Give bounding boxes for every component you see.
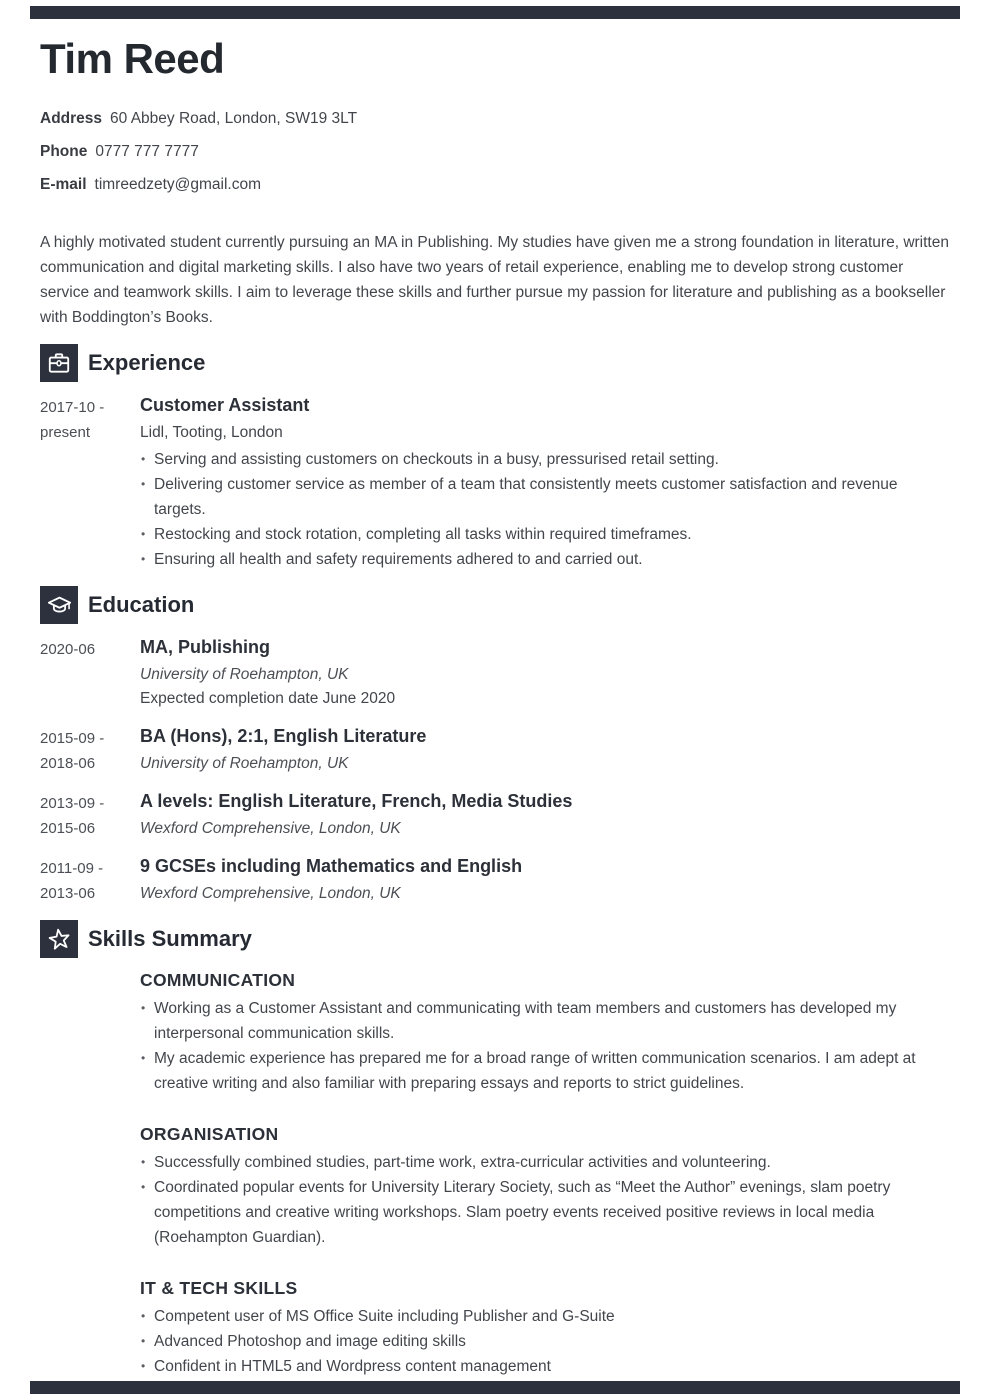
experience-entry [40,394,950,572]
education-entry-body [140,725,950,776]
education-dates [40,790,140,841]
empty-date-col [40,970,140,1110]
education-icon-box [40,586,78,624]
phone-value: 0777 777 7777 [95,143,199,160]
experience-entry-body [140,394,950,572]
address-label: Address [40,110,103,127]
experience-icon-box [40,344,78,382]
date-start: 2013-09 - [40,795,105,812]
phone-label: Phone [40,143,88,160]
contact-address-line [40,111,950,127]
school-name: Wexford Comprehensive, London, UK [140,885,401,902]
date-start: 2015-09 - [40,730,105,747]
degree-title: MA, Publishing [140,637,270,657]
degree-title: BA (Hons), 2:1, English Literature [140,726,427,746]
date-end: 2015-06 [40,820,96,837]
bullet-item: • Confident in HTML5 and Wordpress content management [140,1354,950,1379]
skills-icon-box [40,920,78,958]
education-section-title: Education [88,592,195,617]
empty-date-col [40,1124,140,1264]
experience-section-header [40,344,950,382]
skill-group-row [40,1124,950,1264]
education-section-header [40,586,950,624]
bullet-item: • Advanced Photoshop and image editing skills [140,1329,950,1354]
education-entry [40,636,950,711]
education-dates [40,725,140,776]
skill-group-row [40,970,950,1110]
resume-content [40,36,950,1400]
education-entry [40,790,950,841]
email-label: E-mail [40,176,87,193]
bullet-item: • Successfully combined studies, part-time work, extra-curricular activities and volunteering. [140,1150,950,1175]
education-entry-body [140,790,950,841]
contact-phone-line [40,144,950,160]
summary-text: A highly motivated student currently pursuing an MA in Publishing. My studies have given me a strong foundation in literature, written communication and digital marketing skills. I also have two years of retail experience, enabling me to develop strong customer service and teamwork skills. I aim to leverage these skills and further pursue my passion for literature and publishing as a bookseller with Boddington’s Books. [40,234,949,326]
skill-heading: IT & TECH SKILLS [140,1278,298,1298]
bullet-item: • Restocking and stock rotation, completing all tasks within required timeframes. [140,522,950,547]
education-note: Expected completion date June 2020 [140,690,396,707]
bullet-item: • Working as a Customer Assistant and communicating with team members and customers has developed my interpersonal communication skills. [140,996,950,1046]
experience-dates [40,394,140,572]
degree-title: A levels: English Literature, French, Media Studies [140,791,573,811]
bottom-accent-bar [30,1381,960,1394]
skill-bullet-list [140,996,950,1096]
school-name: University of Roehampton, UK [140,666,349,683]
star-icon [44,924,74,954]
email-value: timreedzety@gmail.com [94,176,261,193]
empty-date-col [40,1278,140,1393]
bullet-item: • Competent user of MS Office Suite including Publisher and G-Suite [140,1304,950,1329]
experience-section-title: Experience [88,350,206,375]
contact-block [40,111,950,193]
skill-heading: COMMUNICATION [140,970,296,990]
skill-group-row [40,1278,950,1393]
bullet-item: • My academic experience has prepared me for a broad range of written communication scenarios. I am adept at creative writing and also familiar with preparing essays and reports to strict guidelines. [140,1046,950,1096]
skill-group-communication [140,970,950,1096]
education-entry-body [140,855,950,906]
date-start: 2011-09 - [40,860,104,877]
briefcase-icon [46,350,72,376]
education-entry [40,725,950,776]
contact-email-line [40,177,950,193]
skill-group-it-tech [140,1278,950,1379]
education-entry [40,855,950,906]
education-entry-body [140,636,950,711]
job-title: Customer Assistant [140,395,310,415]
bullet-item: • Ensuring all health and safety requirements adhered to and carried out. [140,547,950,572]
school-name: Wexford Comprehensive, London, UK [140,820,401,837]
skill-bullet-list [140,1304,950,1379]
date-end: 2018-06 [40,755,96,772]
skills-section-title: Skills Summary [88,926,252,951]
bullet-item: • Coordinated popular events for University Literary Society, such as “Meet the Author” evenings, slam poetry competitions and creative writing workshops. Slam poetry events received positive reviews in local media (Roehampton Guardian). [140,1175,950,1250]
skill-heading: ORGANISATION [140,1124,279,1144]
education-dates [40,636,140,711]
top-accent-bar [30,6,960,19]
date-end: 2013-06 [40,885,96,902]
education-dates [40,855,140,906]
job-company: Lidl, Tooting, London [140,424,283,441]
date-start: 2020-06 [40,641,96,658]
bullet-item: • Serving and assisting customers on checkouts in a busy, pressurised retail setting. [140,447,950,472]
degree-title: 9 GCSEs including Mathematics and English [140,856,523,876]
skill-group-organisation [140,1124,950,1250]
page-title: Tim Reed [40,35,225,82]
school-name: University of Roehampton, UK [140,755,349,772]
date-start: 2017-10 - [40,399,105,416]
skill-bullet-list [140,1150,950,1250]
address-value: 60 Abbey Road, London, SW19 3LT [110,110,358,127]
graduation-cap-icon [46,592,73,619]
skills-section-header [40,920,950,958]
bullet-item: • Delivering customer service as member of a team that consistently meets customer satisfaction and revenue targets. [140,472,950,522]
date-end: present [40,424,91,441]
job-bullet-list [140,447,950,572]
